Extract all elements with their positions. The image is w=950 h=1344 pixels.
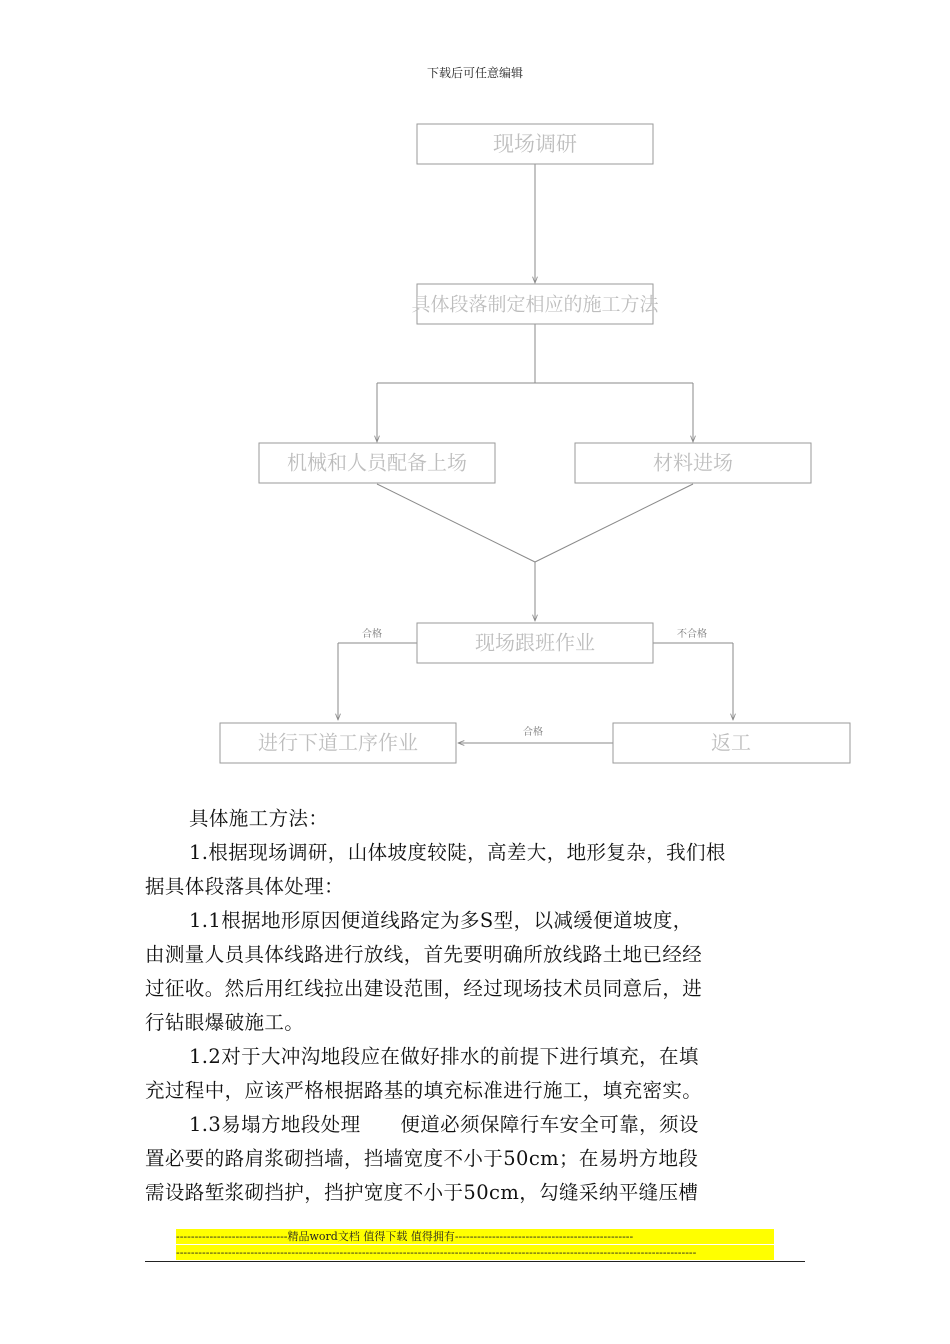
paragraph-2-line-1: 1.1根据地形原因便道线路定为多S型，以减缓便道坡度， — [189, 909, 693, 932]
edge-label-pass-bottom: 合格 — [523, 727, 543, 738]
footer-banner-line-1: ------------------------------精品word文档 值得下载 值得拥有------------------------------------------------ — [176, 1229, 774, 1244]
paragraph-3-line-2: 充过程中，应该严格根据路基的填充标准进行施工，填充密实。 — [145, 1079, 703, 1102]
footer-divider — [145, 1261, 805, 1262]
node-onsite-label: 现场跟班作业 — [475, 630, 595, 655]
body-text — [145, 802, 805, 1210]
paragraph-4-line-2: 置必要的路肩浆砌挡墙，挡墙宽度不小于50cm；在易坍方地段 — [145, 1147, 699, 1170]
footer-banner-line-2: -------------------------------------------------------------------------------------------------------------------------------------------- — [176, 1245, 774, 1260]
node-materials-label: 材料进场 — [653, 450, 733, 475]
paragraph-1-line-2: 据具体段落具体处理： — [145, 875, 345, 898]
edge-label-pass-left: 合格 — [362, 629, 382, 640]
node-machinery-label: 机械和人员配备上场 — [287, 450, 467, 475]
paragraph-2-line-3: 过征收。然后用红线拉出建设范围，经过现场技术员同意后，进 — [145, 977, 703, 1000]
node-method-label: 具体段落制定相应的施工方法 — [411, 293, 659, 316]
header-note: 下载后可任意编辑 — [426, 66, 523, 80]
paragraph-3-line-1: 1.2对于大冲沟地段应在做好排水的前提下进行填充，在填 — [189, 1045, 699, 1068]
node-survey-label: 现场调研 — [493, 132, 577, 156]
node-rework-label: 返工 — [711, 730, 751, 755]
edge-materials-merge — [535, 484, 693, 562]
edge-machinery-merge — [377, 484, 535, 562]
node-next-label: 进行下道工序作业 — [258, 730, 418, 755]
edge-label-fail: 不合格 — [677, 629, 707, 640]
paragraph-2-line-4: 行钻眼爆破施工。 — [145, 1011, 305, 1034]
section-heading: 具体施工方法： — [189, 807, 329, 830]
paragraph-2-line-2: 由测量人员具体线路进行放线，首先要明确所放线路土地已经经 — [145, 943, 703, 966]
paragraph-4-line-1: 1.3易塌方地段处理 便道必须保障行车安全可靠，须设 — [189, 1113, 699, 1136]
paragraph-4-line-3: 需设路堑浆砌挡护，挡护宽度不小于50cm，勾缝采纳平缝压槽 — [145, 1181, 699, 1204]
paragraph-1-line-1: 1.根据现场调研，山体坡度较陡，高差大，地形复杂，我们根 — [189, 841, 726, 864]
